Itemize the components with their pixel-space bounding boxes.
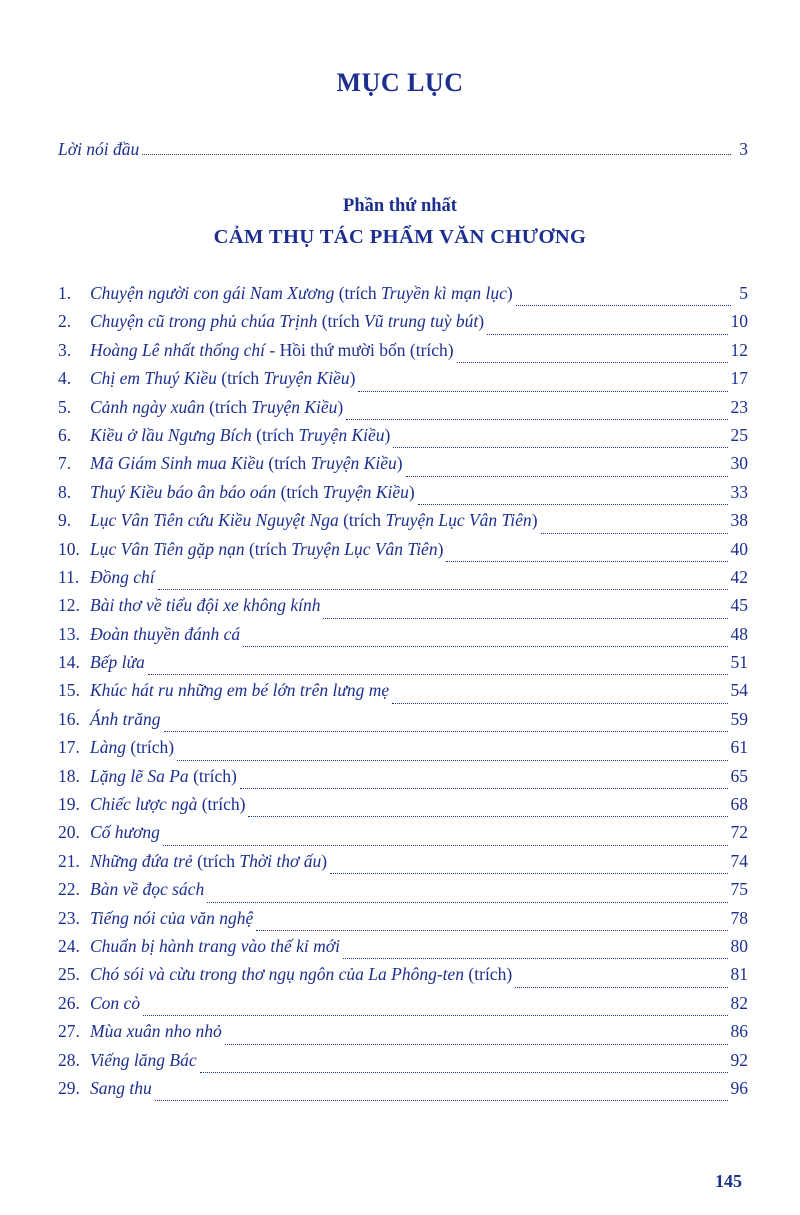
entry-page: 59 <box>730 708 748 729</box>
toc-entry <box>58 1078 748 1106</box>
dot-leader <box>541 533 728 534</box>
toc-entry <box>58 453 748 481</box>
entry-page: 74 <box>730 850 748 871</box>
entry-title: Cảnh ngày xuân (trích Truyện Kiều) <box>90 396 344 417</box>
entry-title: Chị em Thuý Kiều (trích Truyện Kiều) <box>90 368 356 389</box>
toc-entry <box>58 397 748 425</box>
toc-entry <box>58 482 748 510</box>
toc-entry <box>58 709 748 737</box>
entry-title: Tiếng nói của văn nghệ <box>90 907 254 928</box>
entry-page: 68 <box>730 794 748 815</box>
entry-page: 30 <box>730 453 748 474</box>
dot-leader <box>418 504 728 505</box>
toc-entry <box>58 851 748 879</box>
dot-leader <box>256 930 727 931</box>
toc-entry <box>58 595 748 623</box>
dot-leader <box>393 447 727 448</box>
dot-leader <box>155 1100 728 1101</box>
entry-number: 3. <box>58 339 72 360</box>
dot-leader <box>164 731 728 732</box>
entry-page: 45 <box>730 595 748 616</box>
entry-number: 8. <box>58 481 72 502</box>
entry-number: 14. <box>58 652 80 673</box>
entry-title: Chuyện cũ trong phủ chúa Trịnh (trích Vũ trung tuỳ bút) <box>90 311 485 332</box>
entry-page: 54 <box>730 680 748 701</box>
toc-entry <box>58 340 748 368</box>
dot-leader <box>487 334 727 335</box>
toc-entry <box>58 993 748 1021</box>
dot-leader <box>343 958 728 959</box>
dot-leader <box>143 1015 727 1016</box>
entry-title: Bàn về đọc sách <box>90 879 205 900</box>
entry-title: Lục Vân Tiên gặp nạn (trích Truyện Lục Vân Tiên) <box>90 538 444 559</box>
dot-leader <box>225 1044 728 1045</box>
entry-page: 96 <box>730 1077 748 1098</box>
entry-number: 22. <box>58 879 80 900</box>
entry-number: 9. <box>58 510 72 531</box>
dot-leader <box>346 419 727 420</box>
part-subtitle: CẢM THỤ TÁC PHẨM VĂN CHƯƠNG <box>213 226 587 248</box>
entry-number: 24. <box>58 935 80 956</box>
dot-leader <box>323 618 727 619</box>
entry-number: 11. <box>58 566 80 587</box>
entry-page: 38 <box>730 510 748 531</box>
dot-leader <box>358 391 727 392</box>
entry-page: 40 <box>730 538 748 559</box>
entry-title: Mùa xuân nho nhỏ <box>90 1021 222 1042</box>
toc-entry <box>58 624 748 652</box>
entry-page: 17 <box>730 368 748 389</box>
entry-number: 5. <box>58 396 72 417</box>
toc-entry <box>58 539 748 567</box>
entry-title: Ánh trăng <box>90 708 161 729</box>
entry-title: Cố hương <box>90 822 160 843</box>
entry-title: Kiều ở lầu Ngưng Bích (trích Truyện Kiều) <box>90 424 391 445</box>
toc-entry <box>58 368 748 396</box>
toc-entry <box>58 1050 748 1078</box>
toc-entry <box>58 1021 748 1049</box>
entry-title: Đoàn thuyền đánh cá <box>90 623 241 644</box>
toc-entry <box>58 425 748 453</box>
dot-leader <box>207 902 727 903</box>
toc-entry <box>58 964 748 992</box>
dot-leader <box>142 154 731 155</box>
toc-entry <box>58 794 748 822</box>
toc-list <box>58 283 748 1106</box>
entry-page: 78 <box>730 907 748 928</box>
entry-page: 61 <box>730 737 748 758</box>
entry-number: 15. <box>58 680 80 701</box>
dot-leader <box>200 1072 728 1073</box>
entry-number: 29. <box>58 1077 80 1098</box>
entry-title: Bài thơ về tiểu đội xe không kính <box>90 595 321 616</box>
toc-entry <box>58 510 748 538</box>
entry-title: Khúc hát ru những em bé lớn trên lưng mẹ <box>90 680 390 701</box>
entry-page: 72 <box>730 822 748 843</box>
toc-entry <box>58 567 748 595</box>
dot-leader <box>457 362 728 363</box>
entry-page: 42 <box>730 566 748 587</box>
dot-leader <box>177 760 727 761</box>
toc-entry <box>58 908 748 936</box>
entry-page: 80 <box>730 935 748 956</box>
toc-entry <box>58 879 748 907</box>
entry-page: 81 <box>730 964 748 985</box>
toc-entry <box>58 936 748 964</box>
entry-number: 10. <box>58 538 80 559</box>
toc-entry <box>58 766 748 794</box>
entry-number: 17. <box>58 737 80 758</box>
entry-title: Sang thu <box>90 1077 152 1098</box>
entry-number: 12. <box>58 595 80 616</box>
dot-leader <box>240 788 728 789</box>
entry-number: 2. <box>58 311 72 332</box>
entry-number: 18. <box>58 765 80 786</box>
entry-page: 48 <box>730 623 748 644</box>
entry-number: 25. <box>58 964 80 985</box>
entry-page: 25 <box>730 424 748 445</box>
dot-leader <box>515 987 727 988</box>
entry-page: 82 <box>730 992 748 1013</box>
entry-number: 20. <box>58 822 80 843</box>
entry-page: 65 <box>730 765 748 786</box>
toc-entry <box>58 737 748 765</box>
entry-page: 23 <box>730 396 748 417</box>
entry-number: 21. <box>58 850 80 871</box>
entry-title: Mã Giám Sinh mua Kiều (trích Truyện Kiều) <box>90 453 403 474</box>
entry-title: Bếp lửa <box>90 652 145 673</box>
entry-number: 1. <box>58 283 72 303</box>
entry-number: 28. <box>58 1049 80 1070</box>
part-title: Phần thứ nhất <box>343 196 457 216</box>
preface-label: Lời nói đầu <box>58 139 140 159</box>
dot-leader <box>248 816 727 817</box>
entry-number: 13. <box>58 623 80 644</box>
dot-leader <box>406 476 728 477</box>
toc-entry <box>58 822 748 850</box>
preface-page: 3 <box>739 139 748 159</box>
toc-entry <box>58 283 748 311</box>
entry-number: 16. <box>58 708 80 729</box>
entry-page: 10 <box>730 311 748 332</box>
dot-leader <box>243 646 727 647</box>
entry-title: Lặng lẽ Sa Pa (trích) <box>90 765 237 786</box>
dot-leader <box>330 873 727 874</box>
page-number: 145 <box>715 1171 742 1191</box>
entry-title: Đồng chí <box>90 566 155 587</box>
dot-leader <box>148 674 728 675</box>
entry-number: 26. <box>58 992 80 1013</box>
preface-entry <box>58 139 748 160</box>
entry-page: 33 <box>730 481 748 502</box>
toc-entry <box>58 680 748 708</box>
entry-title: Chuyện người con gái Nam Xương (trích Truyền kì mạn lục) <box>90 283 513 303</box>
dot-leader <box>163 845 728 846</box>
entry-number: 27. <box>58 1021 80 1042</box>
entry-title: Những đứa trẻ (trích Thời thơ ấu) <box>90 850 328 871</box>
dot-leader <box>446 561 727 562</box>
dot-leader <box>392 703 727 704</box>
entry-title: Chó sói và cừu trong thơ ngụ ngôn của La Phông-ten (trích) <box>90 964 513 985</box>
entry-title: Thuý Kiều báo ân báo oán (trích Truyện Kiều) <box>90 481 415 502</box>
entry-title: Lục Vân Tiên cứu Kiều Nguyệt Nga (trích Truyện Lục Vân Tiên) <box>90 510 538 531</box>
entry-number: 7. <box>58 453 72 474</box>
entry-page: 12 <box>730 339 748 360</box>
entry-page: 75 <box>730 879 748 900</box>
entry-number: 4. <box>58 368 72 389</box>
dot-leader <box>516 305 731 306</box>
entry-page: 5 <box>739 283 748 303</box>
entry-number: 19. <box>58 794 80 815</box>
toc-entry <box>58 311 748 339</box>
dot-leader <box>158 589 728 590</box>
entry-title: Làng (trích) <box>90 737 175 758</box>
page-title: MỤC LỤC <box>336 68 464 97</box>
entry-number: 23. <box>58 907 80 928</box>
toc-entry <box>58 652 748 680</box>
entry-page: 51 <box>730 652 748 673</box>
entry-title: Viếng lăng Bác <box>90 1049 197 1070</box>
entry-page: 86 <box>730 1021 748 1042</box>
entry-page: 92 <box>730 1049 748 1070</box>
entry-title: Chiếc lược ngà (trích) <box>90 794 246 815</box>
entry-title: Con cò <box>90 992 141 1013</box>
entry-title: Hoàng Lê nhất thống chí - Hồi thứ mười bốn (trích) <box>90 339 454 360</box>
entry-title: Chuẩn bị hành trang vào thế kỉ mới <box>90 935 340 956</box>
entry-number: 6. <box>58 424 72 445</box>
